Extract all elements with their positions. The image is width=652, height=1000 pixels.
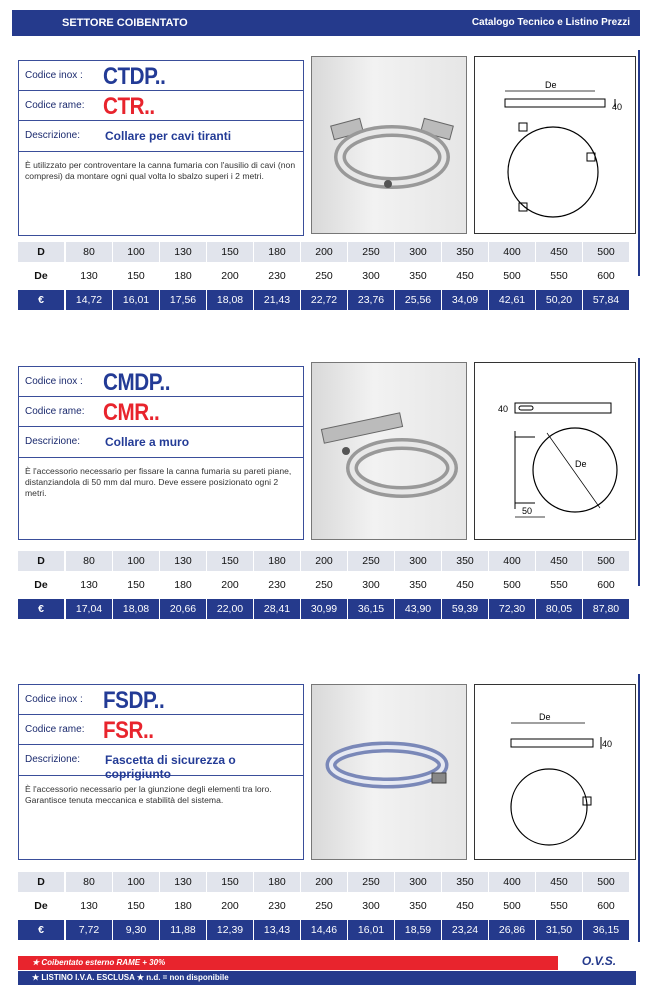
code-inox-row <box>19 61 303 91</box>
drawing-de-label: De <box>545 80 557 90</box>
table-row-d <box>18 872 636 892</box>
collar-photo-illustration <box>312 57 466 233</box>
table-cell: 180 <box>254 551 300 571</box>
right-edge-bar <box>638 674 640 942</box>
code-rame-label: Codice rame: <box>25 100 85 111</box>
table-cell: 450 <box>536 551 582 571</box>
code-rame-value: CMR.. <box>103 399 160 426</box>
table-cell: 500 <box>583 242 629 262</box>
description-label: Descrizione: <box>25 754 81 765</box>
table-cell: 150 <box>127 579 145 591</box>
table-cell: 230 <box>268 579 286 591</box>
table-cell: 36,15 <box>348 599 394 619</box>
table-cell: 550 <box>550 270 568 282</box>
table-row-d <box>18 242 636 262</box>
table-cell: 300 <box>362 900 380 912</box>
table-cell: 230 <box>268 270 286 282</box>
table-cell: 59,39 <box>442 599 488 619</box>
product-info-box <box>18 684 304 860</box>
table-cell: 450 <box>456 270 474 282</box>
table-cell: 300 <box>362 270 380 282</box>
table-cell: 80 <box>66 551 112 571</box>
table-cell: 80 <box>66 242 112 262</box>
table-cell: 180 <box>254 242 300 262</box>
table-cell: 18,08 <box>207 290 253 310</box>
description-text: È l'accessorio necessario per fissare la canna fumaria su pareti piane, distanziandola di 50 mm dal muro. Deve essere posizionato ogni 2 metri. <box>19 457 303 507</box>
table-cell: 100 <box>113 872 159 892</box>
table-cell: 350 <box>442 551 488 571</box>
right-edge-bar <box>638 50 640 276</box>
table-cell: 30,99 <box>301 599 347 619</box>
wall-collar-photo-illustration <box>312 363 466 539</box>
table-cell: 72,30 <box>489 599 535 619</box>
table-cell: 250 <box>348 242 394 262</box>
table-cell: 18,08 <box>113 599 159 619</box>
drawing-de-label: De <box>575 459 587 469</box>
drawing-de-label: De <box>539 712 551 722</box>
row-price-label: € <box>18 920 64 940</box>
table-cell: 450 <box>456 900 474 912</box>
table-cell: 150 <box>207 872 253 892</box>
table-cell: 16,01 <box>348 920 394 940</box>
section-title: SETTORE COIBENTATO <box>62 17 188 29</box>
table-cell: 21,43 <box>254 290 300 310</box>
row-de-label: De <box>34 900 48 912</box>
table-cell: 400 <box>489 242 535 262</box>
table-cell: 180 <box>174 900 192 912</box>
description-value: Collare per cavi tiranti <box>105 129 232 143</box>
table-cell: 550 <box>550 579 568 591</box>
table-row-price <box>18 290 636 310</box>
table-cell: 22,72 <box>301 290 347 310</box>
table-cell: 450 <box>456 579 474 591</box>
code-inox-row <box>19 367 303 397</box>
code-rame-value: CTR.. <box>103 93 155 120</box>
table-cell: 17,04 <box>66 599 112 619</box>
table-cell: 230 <box>268 900 286 912</box>
table-cell: 180 <box>174 270 192 282</box>
table-cell: 50,20 <box>536 290 582 310</box>
table-cell: 200 <box>301 872 347 892</box>
table-cell: 11,88 <box>160 920 206 940</box>
table-cell: 500 <box>503 270 521 282</box>
table-row-price <box>18 920 636 940</box>
table-cell: 350 <box>409 579 427 591</box>
table-cell: 300 <box>395 872 441 892</box>
right-edge-bar <box>638 358 640 586</box>
table-cell: 150 <box>127 900 145 912</box>
drawing-h-label: 40 <box>498 404 509 414</box>
table-cell: 130 <box>160 872 206 892</box>
table-row-de <box>18 575 636 595</box>
row-price-label: € <box>18 599 64 619</box>
table-cell: 100 <box>113 242 159 262</box>
table-cell: 36,15 <box>583 920 629 940</box>
table-cell: 25,56 <box>395 290 441 310</box>
table-cell: 14,72 <box>66 290 112 310</box>
code-inox-value: CMDP.. <box>103 369 170 396</box>
footer-note-vat <box>18 971 636 985</box>
table-cell: 130 <box>160 242 206 262</box>
description-row <box>19 121 303 151</box>
table-row-d <box>18 551 636 571</box>
code-rame-label: Codice rame: <box>25 406 85 417</box>
table-cell: 250 <box>315 579 333 591</box>
code-rame-row <box>19 397 303 427</box>
code-inox-value: CTDP.. <box>103 63 166 90</box>
table-cell: 300 <box>395 242 441 262</box>
safety-clamp-drawing <box>475 685 635 859</box>
table-cell: 18,59 <box>395 920 441 940</box>
catalog-title: Catalogo Tecnico e Listino Prezzi <box>471 17 630 28</box>
row-de-label: De <box>34 579 48 591</box>
table-cell: 350 <box>442 242 488 262</box>
technical-drawing <box>474 684 636 860</box>
table-cell: 180 <box>254 872 300 892</box>
table-cell: 23,76 <box>348 290 394 310</box>
code-inox-label: Codice inox : <box>25 694 83 705</box>
table-cell: 150 <box>207 551 253 571</box>
technical-drawing <box>474 56 636 234</box>
code-inox-value: FSDP.. <box>103 687 165 714</box>
row-de-label: De <box>34 270 48 282</box>
table-cell: 31,50 <box>536 920 582 940</box>
collar-drawing <box>475 57 635 233</box>
table-cell: 22,00 <box>207 599 253 619</box>
table-cell: 250 <box>348 872 394 892</box>
description-row <box>19 427 303 457</box>
table-cell: 43,90 <box>395 599 441 619</box>
table-row-price <box>18 599 636 619</box>
table-cell: 250 <box>315 270 333 282</box>
table-cell: 600 <box>597 579 615 591</box>
description-label: Descrizione: <box>25 436 81 447</box>
table-row-de <box>18 896 636 916</box>
description-value: Collare a muro <box>105 435 190 449</box>
table-cell: 200 <box>221 579 239 591</box>
table-cell: 200 <box>221 900 239 912</box>
table-cell: 130 <box>80 579 98 591</box>
table-cell: 450 <box>536 242 582 262</box>
table-cell: 57,84 <box>583 290 629 310</box>
table-cell: 12,39 <box>207 920 253 940</box>
table-cell: 14,46 <box>301 920 347 940</box>
table-cell: 16,01 <box>113 290 159 310</box>
table-cell: 130 <box>160 551 206 571</box>
product-photo <box>311 362 467 540</box>
table-cell: 600 <box>597 270 615 282</box>
table-cell: 250 <box>348 551 394 571</box>
table-cell: 20,66 <box>160 599 206 619</box>
table-cell: 500 <box>583 872 629 892</box>
table-cell: 13,43 <box>254 920 300 940</box>
table-cell: 200 <box>301 242 347 262</box>
page-header <box>12 10 640 36</box>
table-cell: 180 <box>174 579 192 591</box>
table-cell: 34,09 <box>442 290 488 310</box>
table-cell: 130 <box>80 900 98 912</box>
table-cell: 23,24 <box>442 920 488 940</box>
table-cell: 9,30 <box>113 920 159 940</box>
table-cell: 150 <box>127 270 145 282</box>
table-cell: 100 <box>113 551 159 571</box>
code-inox-row <box>19 685 303 715</box>
product-photo <box>311 684 467 860</box>
drawing-offset-label: 50 <box>522 506 533 516</box>
code-rame-value: FSR.. <box>103 717 154 744</box>
table-cell: 17,56 <box>160 290 206 310</box>
product-info-box <box>18 60 304 236</box>
row-d-label: D <box>18 242 64 262</box>
code-inox-label: Codice inox : <box>25 70 83 81</box>
row-d-label: D <box>18 551 64 571</box>
technical-drawing <box>474 362 636 540</box>
code-rame-label: Codice rame: <box>25 724 85 735</box>
table-cell: 500 <box>503 900 521 912</box>
table-cell: 200 <box>221 270 239 282</box>
table-cell: 80 <box>66 872 112 892</box>
drawing-h-label: 40 <box>602 739 613 749</box>
description-text: È utilizzato per controventare la canna fumaria con l'ausilio di cavi (non compresi) da montare ogni qual volta lo sbalzo superi i 2 metri. <box>19 151 303 190</box>
table-cell: 7,72 <box>66 920 112 940</box>
footer-note-vat-text: ★ LISTINO I.V.A. ESCLUSA ★ n.d. = non disponibile <box>32 973 229 982</box>
table-cell: 450 <box>536 872 582 892</box>
footer-note-copper <box>18 956 558 970</box>
table-cell: 350 <box>409 900 427 912</box>
table-cell: 300 <box>362 579 380 591</box>
description-text: È l'accessorio necessario per la giunzione degli elementi tra loro. Garantisce tenuta meccanica e stabilità del sistema. <box>19 775 303 814</box>
table-cell: 80,05 <box>536 599 582 619</box>
table-cell: 87,80 <box>583 599 629 619</box>
table-cell: 500 <box>503 579 521 591</box>
row-price-label: € <box>18 290 64 310</box>
table-cell: 400 <box>489 551 535 571</box>
table-cell: 550 <box>550 900 568 912</box>
table-cell: 350 <box>409 270 427 282</box>
product-photo <box>311 56 467 234</box>
table-cell: 150 <box>207 242 253 262</box>
table-cell: 200 <box>301 551 347 571</box>
code-inox-label: Codice inox : <box>25 376 83 387</box>
table-cell: 500 <box>583 551 629 571</box>
table-cell: 400 <box>489 872 535 892</box>
product-info-box <box>18 366 304 540</box>
table-cell: 250 <box>315 900 333 912</box>
description-row <box>19 745 303 781</box>
row-d-label: D <box>18 872 64 892</box>
drawing-h-label: 40 <box>612 102 623 112</box>
table-cell: 300 <box>395 551 441 571</box>
table-cell: 600 <box>597 900 615 912</box>
brand-logo: O.V.S. <box>562 954 636 970</box>
table-cell: 42,61 <box>489 290 535 310</box>
description-label: Descrizione: <box>25 130 81 141</box>
table-cell: 130 <box>80 270 98 282</box>
safety-clamp-photo-illustration <box>312 685 466 859</box>
table-cell: 26,86 <box>489 920 535 940</box>
code-rame-row <box>19 91 303 121</box>
footer-note-copper-text: ★ Coibentato esterno RAME + 30% <box>32 958 166 967</box>
wall-collar-drawing <box>475 363 635 539</box>
description-value: Fascetta di sicurezza o coprigiunto <box>105 753 236 781</box>
code-rame-row <box>19 715 303 745</box>
table-row-de <box>18 266 636 286</box>
table-cell: 28,41 <box>254 599 300 619</box>
table-cell: 350 <box>442 872 488 892</box>
